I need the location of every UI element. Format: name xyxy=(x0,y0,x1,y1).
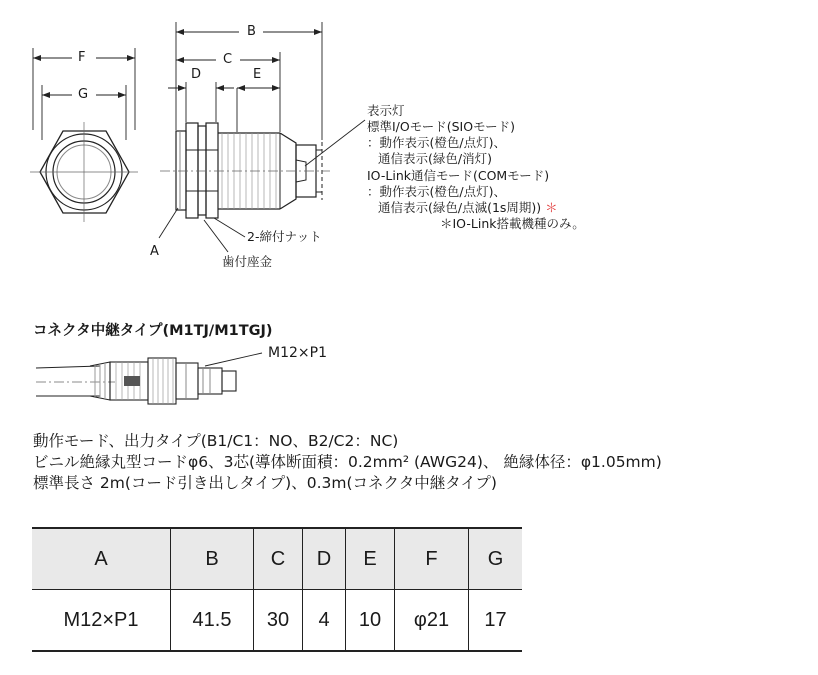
thread-label: M12×P1 xyxy=(268,345,327,361)
table-header-row xyxy=(32,528,522,590)
sensor-side-view xyxy=(160,123,330,218)
connector-relay-drawing xyxy=(36,353,262,404)
indicator-line-6-text: 通信表示(緑色/点滅(1s周期)) xyxy=(378,200,542,215)
dimension-table xyxy=(32,527,522,652)
nut-label: 2-締付ナット xyxy=(247,229,322,244)
washer-label: 歯付座金 xyxy=(222,254,273,269)
indicator-line-2: ：動作表示(橙色/点灯)、 xyxy=(367,135,506,150)
table-row xyxy=(32,590,522,652)
cell-g: 17 xyxy=(469,590,523,652)
indicator-line-1: 標準I/Oモード(SIOモード) xyxy=(367,119,515,134)
indicator-title: 表示灯 xyxy=(367,103,405,118)
spec-line-2: ビニル絶縁丸型コードφ6、3芯(導体断面積：0.2mm² (AWG24)、 絶縁体径：φ1.05mm) xyxy=(33,453,662,471)
sensor-front-view xyxy=(30,122,138,222)
header-d: D xyxy=(303,528,346,590)
cell-a: M12×P1 xyxy=(32,590,171,652)
dim-label-c: C xyxy=(223,52,233,67)
cell-c: 30 xyxy=(254,590,303,652)
iolink-note: ＊IO-Link搭載機種のみ。 xyxy=(440,216,585,231)
dim-label-b: B xyxy=(247,24,256,39)
indicator-line-5: ：動作表示(橙色/点灯)、 xyxy=(367,184,506,199)
header-b: B xyxy=(171,528,254,590)
cell-d: 4 xyxy=(303,590,346,652)
indicator-line-3: 通信表示(緑色/消灯) xyxy=(378,151,492,166)
asterisk-mark: ＊ xyxy=(545,200,558,215)
dim-label-f: F xyxy=(78,50,86,65)
indicator-line-4: IO-Link通信モード(COMモード) xyxy=(367,168,550,183)
dim-label-g: G xyxy=(78,87,89,102)
dim-label-e: E xyxy=(253,67,262,82)
header-g: G xyxy=(469,528,523,590)
cell-b: 41.5 xyxy=(171,590,254,652)
connector-section-title: コネクタ中継タイプ(M1TJ/M1TGJ) xyxy=(33,323,273,339)
indicator-line-6 xyxy=(378,200,558,217)
dim-label-a: A xyxy=(150,244,159,259)
dim-label-d: D xyxy=(191,67,202,82)
cell-e: 10 xyxy=(346,590,395,652)
spec-line-1: 動作モード、出力タイプ(B1/C1：NO、B2/C2：NC) xyxy=(33,432,399,450)
header-c: C xyxy=(254,528,303,590)
header-a: A xyxy=(32,528,171,590)
spec-line-3: 標準長さ 2m(コード引き出しタイプ)、0.3m(コネクタ中継タイプ) xyxy=(33,474,497,492)
header-e: E xyxy=(346,528,395,590)
cell-f: φ21 xyxy=(395,590,469,652)
header-f: F xyxy=(395,528,469,590)
